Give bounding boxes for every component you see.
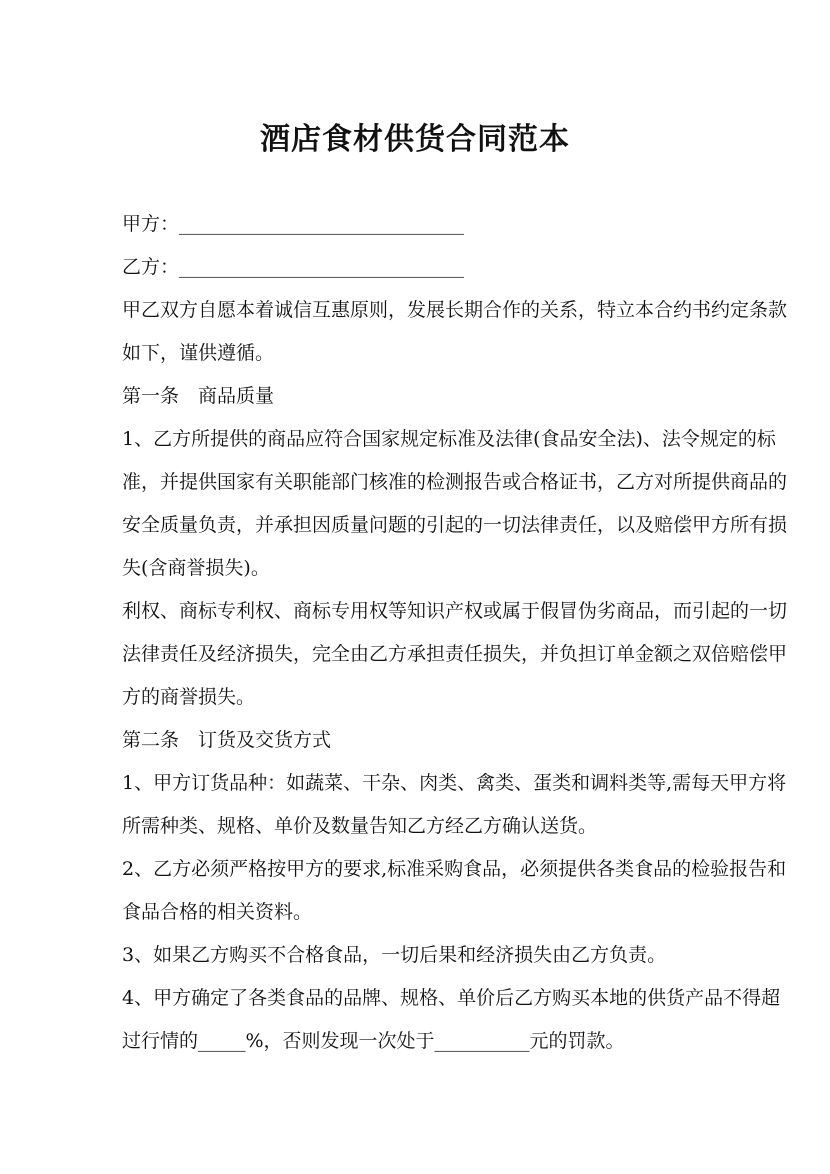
paragraph — [122, 982, 781, 1068]
text-line: 第一条 商品质量 — [122, 385, 275, 407]
document-body — [122, 208, 788, 1068]
paragraph — [122, 380, 708, 423]
text-line: 方的商誉损失。 — [122, 686, 256, 708]
document-title: 酒店食材供货合同范本 — [260, 122, 570, 157]
paragraph — [122, 724, 708, 767]
text-line: 失(含商誉损失)。 — [122, 557, 270, 579]
text-line: 利权、商标专利权、商标专用权等知识产权或属于假冒伪劣商品，而引起的一切 — [122, 600, 788, 622]
paragraph — [122, 767, 787, 853]
text-line: 过行情的_____%，否则发现一次处于__________元的罚款。 — [122, 1030, 625, 1052]
paragraph — [122, 939, 708, 982]
text-line: 第二条 订货及交货方式 — [122, 729, 332, 751]
text-line: 准，并提供国家有关职能部门核准的检测报告或合格证书，乙方对所提供商品的 — [122, 471, 788, 493]
text-line: 1、甲方订货品种：如蔬菜、干杂、肉类、禽类、蛋类和调料类等,需每天甲方将 — [122, 772, 787, 794]
text-line: 2、乙方必须严格按甲方的要求,标准采购食品，必须提供各类食品的检验报告和 — [122, 858, 787, 880]
text-line: 如下，谨供遵循。 — [122, 342, 275, 364]
paragraph — [122, 595, 788, 724]
paragraph — [122, 423, 788, 595]
paragraph — [122, 251, 708, 294]
paragraph — [122, 294, 788, 380]
text-line: 法律责任及经济损失，完全由乙方承担责任损失，并负担订单金额之双倍赔偿甲 — [122, 643, 788, 665]
text-line: 4、甲方确定了各类食品的品牌、规格、单价后乙方购买本地的供货产品不得超 — [122, 987, 781, 1009]
text-line: 甲方：______________________________ — [122, 213, 465, 235]
paragraph — [122, 208, 708, 251]
text-line: 3、如果乙方购买不合格食品，一切后果和经济损失由乙方负责。 — [122, 944, 667, 966]
paragraph — [122, 853, 787, 939]
text-line: 食品合格的相关资料。 — [122, 901, 313, 923]
text-line: 乙方：______________________________ — [122, 256, 465, 278]
text-line: 1、乙方所提供的商品应符合国家规定标准及法律(食品安全法)、法令规定的标 — [122, 428, 776, 450]
text-line: 所需种类、规格、单价及数量告知乙方经乙方确认送货。 — [122, 815, 598, 837]
text-line: 安全质量负责，并承担因质量问题的引起的一切法律责任，以及赔偿甲方所有损 — [122, 514, 788, 536]
text-line: 甲乙双方自愿本着诚信互惠原则，发展长期合作的关系，特立本合约书约定条款 — [122, 299, 788, 321]
